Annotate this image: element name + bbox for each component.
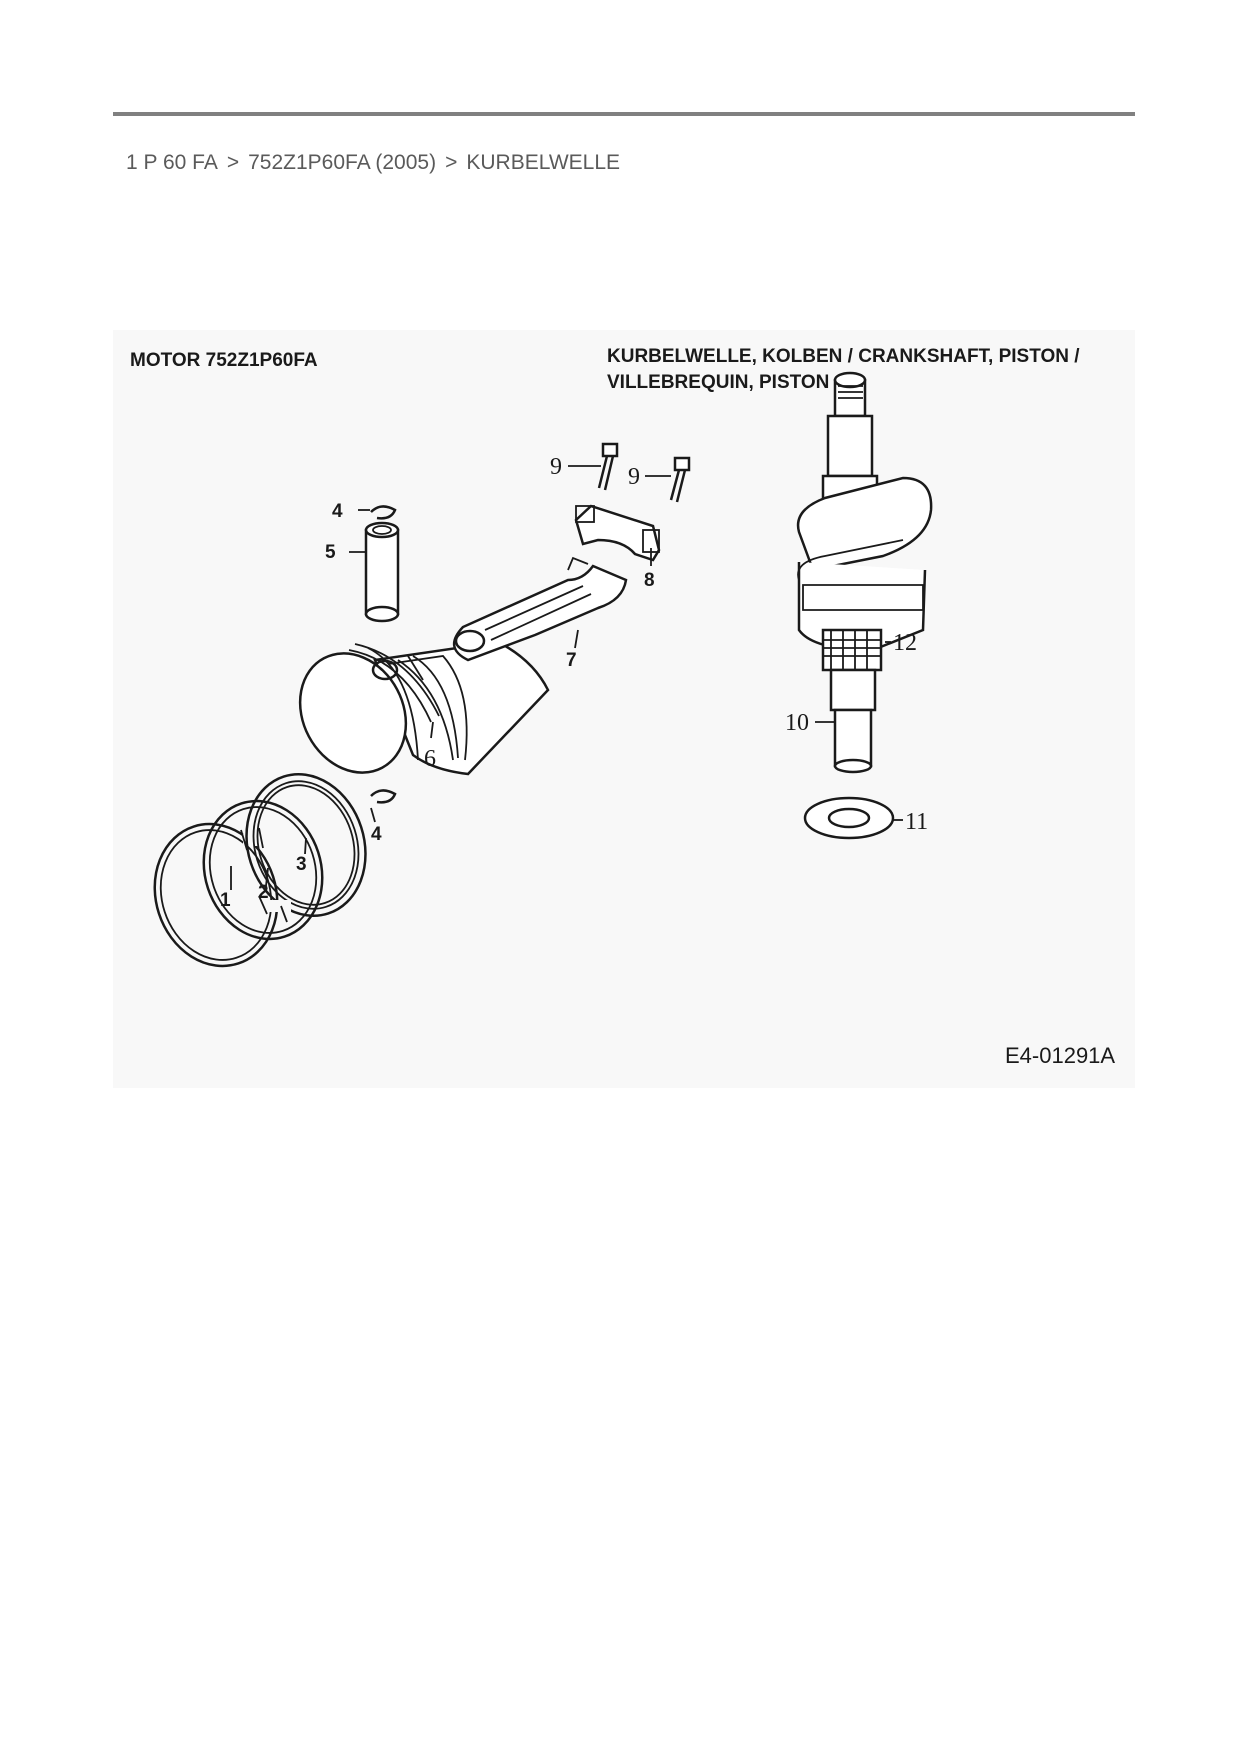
callout-9a: 9 — [550, 454, 562, 480]
parts-diagram — [113, 330, 1135, 1088]
callout-10: 10 — [785, 710, 809, 736]
breadcrumb-separator: > — [226, 151, 240, 174]
top-rule — [113, 112, 1135, 116]
washer-11 — [805, 798, 893, 838]
callout-1: 1 — [220, 890, 231, 911]
callout-8: 8 — [644, 570, 655, 591]
callout-5: 5 — [325, 542, 336, 563]
callout-4-bottom: 4 — [371, 824, 382, 845]
crankshaft-10 — [798, 373, 931, 772]
motor-label: MOTOR 752Z1P60FA — [130, 350, 318, 371]
connecting-rod-cap-8 — [576, 506, 659, 560]
breadcrumb — [126, 151, 620, 175]
callout-11: 11 — [905, 809, 929, 835]
connecting-rod-7 — [454, 558, 626, 660]
breadcrumb-item-variant[interactable]: 752Z1P60FA (2005) — [248, 151, 437, 174]
breadcrumb-item-model[interactable]: 1 P 60 FA — [126, 151, 218, 174]
parts-diagram-drawing — [113, 330, 1135, 1088]
callout-9b: 9 — [628, 464, 640, 490]
callout-3: 3 — [296, 854, 307, 875]
diagram-title-line2: VILLEBREQUIN, PISTON — [607, 372, 830, 393]
circlip-4-top — [371, 506, 395, 518]
diagram-title-line1: KURBELWELLE, KOLBEN / CRANKSHAFT, PISTON / — [607, 346, 1080, 367]
callout-6: 6 — [424, 746, 436, 772]
callout-12: 12 — [893, 630, 917, 656]
callout-4-top: 4 — [332, 501, 343, 522]
breadcrumb-item-current: KURBELWELLE — [466, 151, 621, 174]
circlip-4-bottom — [371, 790, 395, 802]
callout-7: 7 — [566, 650, 577, 671]
piston-6 — [280, 635, 548, 791]
bolt-9a — [599, 444, 617, 490]
drawing-code: E4-01291A — [1005, 1043, 1116, 1068]
breadcrumb-separator: > — [445, 151, 458, 174]
callout-2: 2 — [258, 882, 269, 903]
bolt-9b — [671, 458, 689, 502]
piston-pin-5 — [366, 523, 398, 621]
